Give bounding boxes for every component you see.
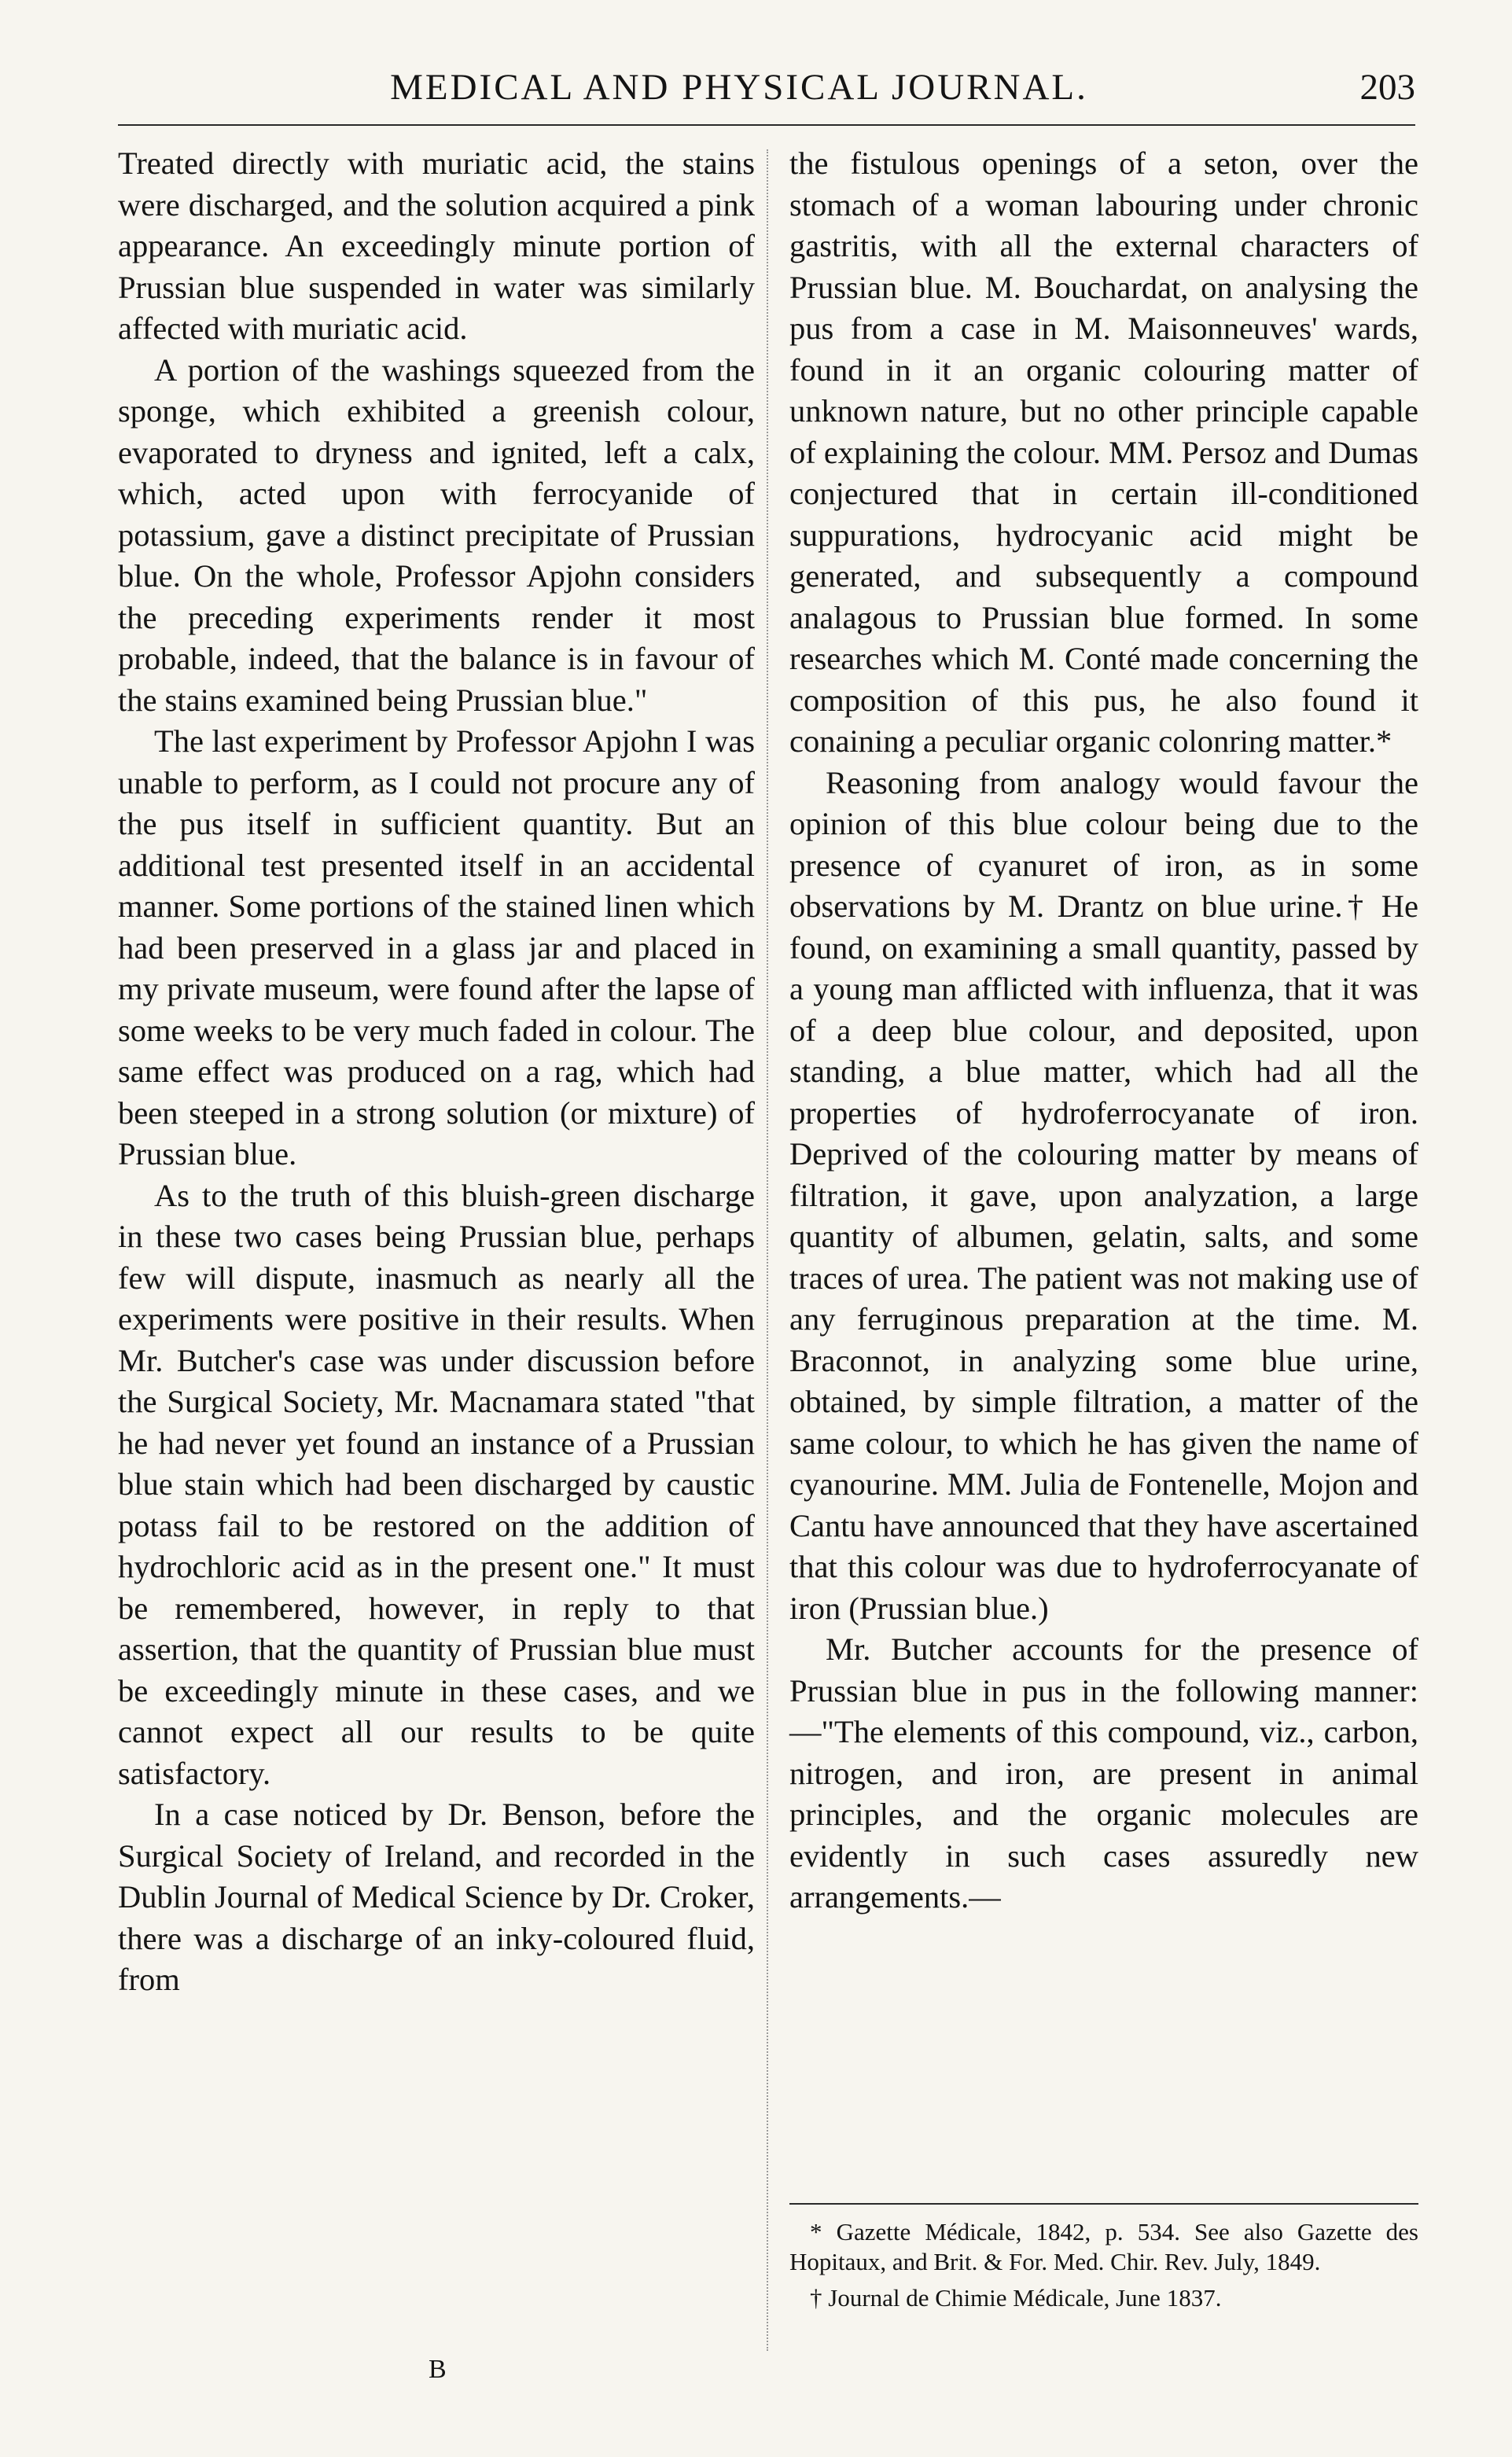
- footnote-rule: [789, 2203, 1418, 2205]
- paragraph: Mr. Butcher accounts for the presence of Prussian blue in pus in the following manner:—"The elements of this compound, viz., carbon, nitrogen, and iron, are present in animal principles, and the organic molecules are evidently in such cases assuredly new arrangements.—: [789, 1631, 1418, 1914]
- paragraph: Treated directly with muriatic acid, the stains were discharged, and the solution acquired a pink appearance. An exceedingly minute portion of Prussian blue suspended in water was similarly affected with muriatic acid.: [118, 145, 755, 346]
- footnote: * Gazette Médicale, 1842, p. 534. See also Gazette des Hopitaux, and Brit. & For. Med. Chir. Rev. July, 1849.: [789, 2218, 1418, 2275]
- page-number: 203: [1359, 67, 1415, 108]
- footnotes: [789, 2217, 1418, 2319]
- paragraph: Reasoning from analogy would favour the opinion of this blue colour being due to the presence of cyanuret of iron, as in some observations by M. Drantz on blue urine.† He found, on examining a small quantity, passed by a young man afflicted with influenza, that it was of a deep blue colour, and deposited, upon standing, a blue matter, which had all the properties of hydroferrocyanate of iron. Deprived of the colouring matter by means of filtration, it gave, upon analyzation, a large quantity of albumen, gelatin, salts, and some traces of urea. The patient was not making use of any ferruginous preparation at the time. M. Braconnot, in analyzing some blue urine, obtained, by simple filtration, a matter of the same colour, to which he has given the name of cyanourine. MM. Julia de Fontenelle, Mojon and Cantu have announced that they have ascertained that this colour was due to hydroferrocyanate of iron (Prussian blue.): [789, 764, 1418, 1626]
- paragraph: As to the truth of this bluish-green discharge in these two cases being Prussian blue, perhaps few will dispute, inasmuch as nearly all the experiments were positive in their results. When Mr. Butcher's case was under discussion before the Surgical Society, Mr. Macnamara stated "that he had never yet found an instance of a Prussian blue stain which had been discharged by caustic potass fail to be restored on the addition of hydrochloric acid as in the present one." It must be remembered, however, in reply to that assertion, that the quantity of Prussian blue must be exceedingly minute in these cases, and we cannot expect all our results to be quite satisfactory.: [118, 1177, 755, 1791]
- paragraph: the fistulous openings of a seton, over the stomach of a woman labouring under chronic gastritis, with all the external characters of Prussian blue. M. Bouchardat, on analysing the pus from a case in M. Maisonneuves' wards, found in it an organic colouring matter of unknown nature, but no other principle capable of explaining the colour. MM. Persoz and Dumas conjectured that in certain ill-conditioned suppurations, hydrocyanic acid might be generated, and subsequently a compound analagous to Prussian blue formed. In some researches which M. Conté made concerning the composition of this pus, he also found it conaining a peculiar organic colonring matter.*: [789, 145, 1418, 759]
- footnote: † Journal de Chimie Médicale, June 1837.: [810, 2284, 1222, 2312]
- running-title: MEDICAL AND PHYSICAL JOURNAL.: [390, 67, 1088, 108]
- paragraph: The last experiment by Professor Apjohn I was unable to perform, as I could not procure any of the pus itself in sufficient quantity. But an additional test presented itself in an accidental manner. Some portions of the stained linen which had been preserved in a glass jar and placed in my private museum, were found after the lapse of some weeks to be very much faded in colour. The same effect was produced on a rag, which had been steeped in a strong solution (or mixture) of Prussian blue.: [118, 723, 755, 1171]
- signature-mark: B: [429, 2355, 447, 2384]
- paragraph: In a case noticed by Dr. Benson, before the Surgical Society of Ireland, and recorded in the Dublin Journal of Medical Science by Dr. Croker, there was a discharge of an inky-coloured fluid, from: [118, 1797, 755, 1997]
- left-column: [118, 143, 755, 2001]
- column-divider: [767, 149, 768, 2351]
- header-rule: [118, 124, 1415, 126]
- paragraph: A portion of the washings squeezed from the sponge, which exhibited a greenish colour, evaporated to dryness and ignited, left a calx, which, acted upon with ferrocyanide of potassium, gave a distinct precipitate of Prussian blue. On the whole, Professor Apjohn considers the preceding experiments render it most probable, indeed, that the balance is in favour of the stains examined being Prussian blue.": [118, 351, 755, 718]
- running-header: [118, 66, 1415, 121]
- right-column: [789, 143, 1418, 1918]
